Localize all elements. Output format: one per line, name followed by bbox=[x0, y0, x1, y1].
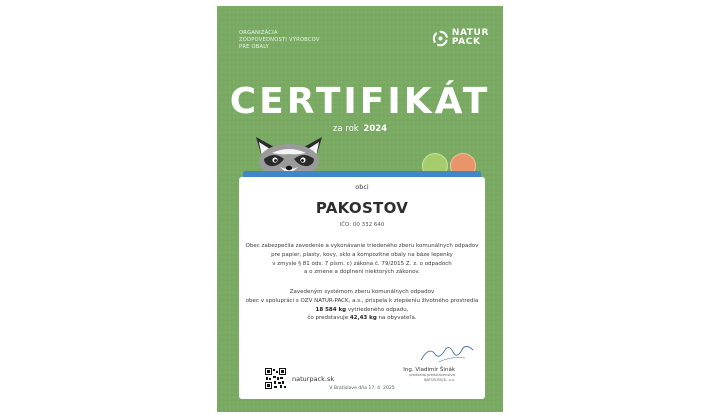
sorted-waste-amount: 18 584 kg bbox=[315, 306, 347, 313]
website-link[interactable]: naturpack.sk bbox=[292, 375, 335, 383]
result-line-1: Zavedeným systémom zberu komunálnych odpadov bbox=[289, 289, 435, 295]
municipality-name: PAKOSTOV bbox=[315, 199, 409, 217]
per-capita-suffix: na obyvateľa. bbox=[378, 315, 417, 322]
statement-line-4: a o zmene a doplnení niektorých zákonov. bbox=[303, 269, 421, 276]
ico-number: IČO: 00 332 640 bbox=[339, 222, 385, 228]
signer-block bbox=[345, 367, 455, 382]
statement-line-3: v zmysle § 81 ods. 7 písm. c) zákona č. 79/2015 Z. z. o odpadoch bbox=[272, 260, 452, 267]
place-and-date: V Bratislave dňa 17. 4. 2025 bbox=[329, 386, 395, 391]
result-line-3 bbox=[239, 306, 485, 315]
org-line-1: ORGANIZÁCIA bbox=[239, 30, 278, 36]
logo-text-line-2: PACK bbox=[451, 37, 481, 47]
result-line-4 bbox=[239, 314, 485, 323]
org-line-2: ZODPOVEDNOSTI VÝROBCOV bbox=[239, 37, 320, 43]
statement-line-2: pre papier, plasty, kovy, sklo a kompozitné obaly na báze lepenky bbox=[271, 251, 453, 258]
year-value: 2024 bbox=[363, 124, 388, 134]
organization-label bbox=[239, 30, 359, 51]
per-capita-amount: 42,43 kg bbox=[349, 315, 377, 322]
result-line-2: obec v spolupráci s OZV NATUR-PACK, a.s., prispela k zlepšeniu životného prostredia bbox=[245, 297, 479, 304]
logo-text-line-1: NATUR bbox=[451, 28, 489, 38]
statement-paragraph bbox=[239, 242, 485, 277]
certificate-page bbox=[217, 6, 503, 412]
per-capita-prefix: čo predstavuje bbox=[307, 315, 349, 322]
year-prefix: za rok bbox=[332, 124, 359, 134]
recycle-logo-icon bbox=[432, 30, 449, 47]
statement-line-1: Obec zabezpečila zavedenie a vykonávanie triedeného zberu komunálnych odpadov bbox=[245, 243, 479, 249]
signer-role-line-1: predseda predstavenstva bbox=[409, 373, 455, 377]
sorted-waste-suffix: vytriedeného odpadu, bbox=[347, 306, 409, 313]
naturpack-logo bbox=[432, 29, 489, 47]
certificate-body bbox=[239, 177, 485, 399]
result-paragraph bbox=[239, 288, 485, 323]
org-line-3: PRE OBALY bbox=[239, 44, 270, 50]
signer-name: Ing. Vladimír Šinák bbox=[403, 367, 455, 373]
signer-role-line-2: NATUR-PACK, a.s. bbox=[423, 377, 455, 382]
certificate-title: CERTIFIKÁT bbox=[229, 81, 491, 122]
recipient-label: obci bbox=[355, 183, 369, 191]
signature bbox=[415, 342, 479, 364]
